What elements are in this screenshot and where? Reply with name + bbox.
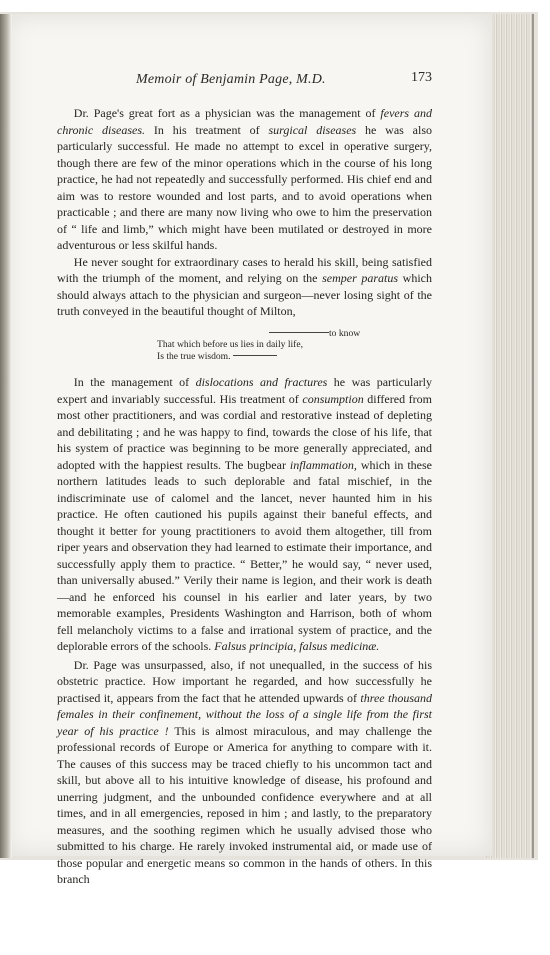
quote-rule bbox=[233, 355, 277, 356]
quote-line: That which before us lies in daily life, bbox=[157, 339, 303, 350]
quote-text: to know bbox=[329, 327, 361, 339]
text-run: Dr. Page's great fort as a physician was the management of bbox=[73, 106, 381, 120]
text-run: He never sought for extraordinary cases to herald his skill, being satisfied with the triumph of the moment, and relying on the bbox=[57, 254, 432, 285]
italic-run: dislocations and fractures bbox=[195, 375, 328, 389]
quote-line bbox=[157, 351, 432, 363]
paragraph-obstetric bbox=[57, 657, 432, 888]
text-run: Dr. Page was unsurpassed, also, if not unequalled, in the success of his obstetric practice. How important he regarded, and how successfully he practised it, appears from the fact that he attended upwards of bbox=[57, 657, 432, 705]
text-run: he was also particularly successful. He made no attempt to excel in operative surgery, though there are few of the minor operations which in the course of his long practice, he had not repeatedly and successfully performed. His chief end and aim was to restore wounded and lost parts, and to avoid operations when practicable ; and there are many now living who owe to him the preservation of “ life and limb,” which might have been mutilated or destroyed in more adventurous or less skilful hands. bbox=[57, 122, 432, 252]
page-stack-edges bbox=[486, 14, 534, 858]
running-title: Memoir of Benjamin Page, M.D. bbox=[136, 72, 326, 87]
text-run: which should always attach to the physician and surgeon—never losing sight of the truth conveyed in the beautiful thought of Milton, bbox=[57, 271, 433, 318]
italic-run: three thousand females in their confinement, without the loss of a single life from the first year of his practice ! bbox=[57, 690, 433, 738]
milton-quote bbox=[157, 328, 432, 363]
italic-run: surgical diseases bbox=[268, 122, 357, 137]
page-number: 173 bbox=[411, 70, 432, 85]
italic-run: inflammation, bbox=[289, 457, 357, 472]
text-run: This is almost miraculous, and may challenge the professional records of Europe or America for anything to compare with it. The causes of this success may be traced chiefly to his uncommon tact and skill, but above all to his intuitive knowledge of disease, his profound and unerring judgment, and the unbounded confidence everywhere and at all times, and in all emergencies, reposed in him ; and lastly, to the preparatory measures, and the soothing regimen which he usually advised those who submitted to his charge. He rarely invoked instrumental aid, or made use of those popular and energetic means so common in the hands of others. In this branch bbox=[57, 723, 432, 886]
body-text bbox=[57, 105, 432, 888]
paragraph-fevers bbox=[57, 105, 432, 254]
text-run: which in these northern latitudes leads to such deplorable and fatal mischief, in the indiscriminate use of calomel and the lancet, never haunted him in his practice. He often cautioned his pupils against their baneful effects, and thought it better for young practitioners to avoid them altogether, till from riper years and observation they had learned to estimate their importance, and successfully apply them to practice. “ Better,” he would say, “ never used, than universally abused.” Verily their name is legion, and their work is death—and he enforced his counsel in his earlier and later years, by two memorable examples, Presidents Washington and Harrison, both of whom fell melancholy victims to a false and irrational system of practice, and the deplorable errors of the schools. bbox=[57, 457, 432, 653]
italic-run: consumption bbox=[302, 391, 364, 406]
paragraph-extraordinary-cases bbox=[57, 254, 432, 320]
italic-run: Falsus principia, falsus medicinæ. bbox=[214, 639, 380, 653]
quote-line bbox=[157, 328, 432, 340]
italic-run: semper paratus bbox=[322, 271, 399, 285]
text-run: differed from most other practitioners, and was cordial and restorative instead of depleting and debilitating ; and he was happy to find, towards the close of his life, that his system of practice was beginning to be more generally appreciated, and adopted with the happiest results. The bugbear bbox=[57, 391, 432, 472]
running-head bbox=[56, 72, 432, 92]
book-gutter bbox=[0, 14, 12, 858]
quote-text: Is the true wisdom. bbox=[157, 350, 231, 362]
text-run: he was particularly expert and invariably successful. His treatment of bbox=[57, 375, 433, 406]
text-run: In the management of bbox=[73, 375, 196, 389]
italic-run: fevers and chronic diseases. bbox=[57, 106, 433, 137]
quote-rule bbox=[269, 332, 329, 333]
paragraph-dislocations bbox=[57, 374, 432, 655]
text-run: In his treatment of bbox=[145, 122, 269, 137]
